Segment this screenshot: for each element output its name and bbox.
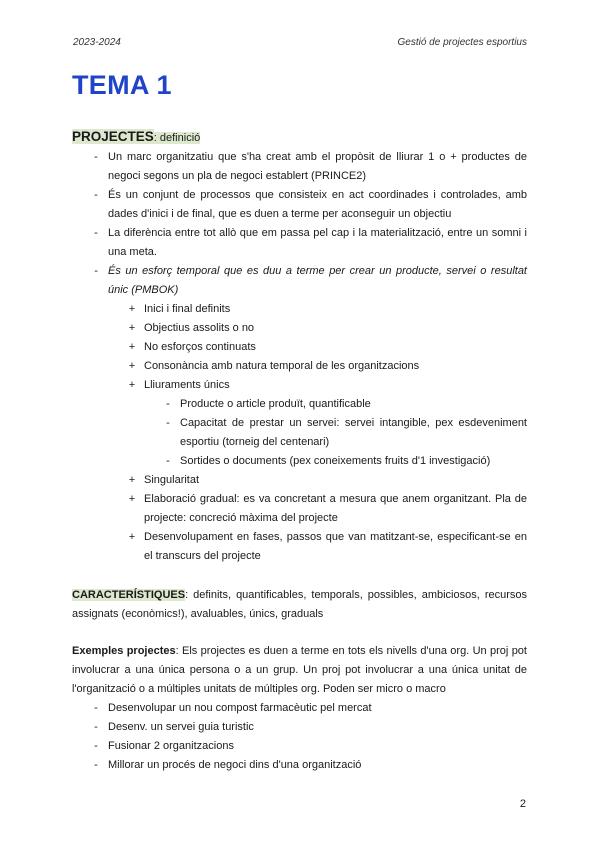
list-item-text: Desenvolupament en fases, passos que van matitzant-se, especificant-se en el transcurs del projecte [144, 531, 527, 562]
plus-marker: + [128, 322, 136, 334]
page-title: TEMA 1 [72, 70, 172, 100]
dash-marker: - [94, 740, 98, 752]
list-item-text: Sortides o documents (pex coneixements fruits d'1 investigació) [180, 455, 491, 467]
plus-marker: + [128, 303, 136, 315]
list-item [128, 357, 527, 376]
plus-marker: + [128, 474, 136, 486]
pmbok-features-list [108, 300, 527, 566]
list-item [94, 262, 527, 566]
dash-marker: - [94, 265, 98, 277]
projectes-heading-suffix: : definició [153, 132, 201, 144]
lliuraments-list [144, 395, 527, 471]
list-item-text: Singularitat [144, 474, 200, 486]
list-item-text: Consonància amb natura temporal de les organitzacions [144, 360, 420, 372]
list-item-text: Elaboració gradual: es va concretant a mesura que anem organitzant. Pla de projecte: concreció màxima del projecte [144, 493, 527, 524]
plus-marker: + [128, 493, 136, 505]
exemples-list [72, 699, 527, 775]
list-item [128, 528, 527, 566]
list-item-text: Millorar un procés de negoci dins d'una organització [108, 759, 362, 771]
list-item [128, 319, 527, 338]
list-item [128, 471, 527, 490]
list-item [94, 699, 527, 718]
list-item [166, 395, 527, 414]
page-number: 2 [519, 798, 526, 810]
list-item-text: Un marc organitzatiu que s'ha creat amb el propòsit de lliurar 1 o + productes de negoci segons un pla de negoci establert (PRINCE2) [108, 151, 527, 182]
exemples-paragraph [72, 642, 527, 699]
dash-marker: - [94, 721, 98, 733]
dash-marker: - [94, 759, 98, 771]
header-year: 2023-2024 [73, 37, 121, 48]
list-item-text: No esforços continuats [144, 341, 256, 353]
dash-marker: - [94, 227, 98, 239]
dash-marker: - [166, 398, 170, 410]
list-item-text: Capacitat de prestar un servei: servei intangible, pex esdeveniment esportiu (torneig del centenari) [180, 417, 527, 448]
document-body [72, 127, 527, 775]
list-item [94, 148, 527, 186]
list-item [128, 338, 527, 357]
caracteristiques-paragraph [72, 586, 527, 624]
caracteristiques-heading: CARACTERÍSTIQUES [72, 589, 186, 601]
dash-marker: - [94, 189, 98, 201]
dash-marker: - [166, 417, 170, 429]
caracteristiques-text: : definits, quantificables, temporals, possibles, ambiciosos, recursos assignats (econòmics!), avaluables, únics, graduals [72, 589, 527, 620]
list-item-text: És un esforç temporal que es duu a terme per crear un producte, servei o resultat únic (PMBOK) [108, 265, 527, 296]
list-item [166, 452, 527, 471]
dash-marker: - [166, 455, 170, 467]
projectes-definitions-list [72, 148, 527, 566]
list-item-text: Inici i final definits [144, 303, 231, 315]
exemples-heading: Exemples projectes [72, 645, 176, 657]
plus-marker: + [128, 379, 136, 391]
list-item [94, 224, 527, 262]
plus-marker: + [128, 531, 136, 543]
dash-marker: - [94, 702, 98, 714]
list-item [166, 414, 527, 452]
list-item-text: És un conjunt de processos que consisteix en act coordinades i controlades, amb dades d'inici i de final, que es duen a terme per aconseguir un objectiu [108, 189, 527, 220]
list-item [128, 490, 527, 528]
plus-marker: + [128, 360, 136, 372]
list-item-text: Fusionar 2 organitzacions [108, 740, 234, 752]
list-item-text: Objectius assolits o no [144, 322, 255, 334]
list-item [128, 300, 527, 319]
plus-marker: + [128, 341, 136, 353]
list-item-text: Desenvolupar un nou compost farmacèutic pel mercat [108, 702, 372, 714]
list-item-text: Producte o article produït, quantificable [180, 398, 371, 410]
list-item [128, 376, 527, 471]
dash-marker: - [94, 151, 98, 163]
list-item-text: Lliuraments únics [144, 379, 230, 391]
list-item [94, 737, 527, 756]
projectes-heading [72, 127, 527, 148]
list-item-text: La diferència entre tot allò que em passa pel cap i la materialització, entre un somni i una meta. [108, 227, 527, 258]
list-item [94, 756, 527, 775]
list-item [94, 186, 527, 224]
header-course-title: Gestió de projectes esportius [397, 37, 527, 48]
list-item-text: Desenv. un servei guia turistic [108, 721, 254, 733]
exemples-text: : Els projectes es duen a terme en tots els nivells d'una org. Un proj pot involucrar a una única persona o a un grup. Un proj pot involucrar a una única unitat de l'organització o a múltiples unitats de múltiples org. Poden ser micro o macro [72, 645, 527, 695]
list-item [94, 718, 527, 737]
projectes-heading-label: PROJECTES [72, 129, 154, 144]
